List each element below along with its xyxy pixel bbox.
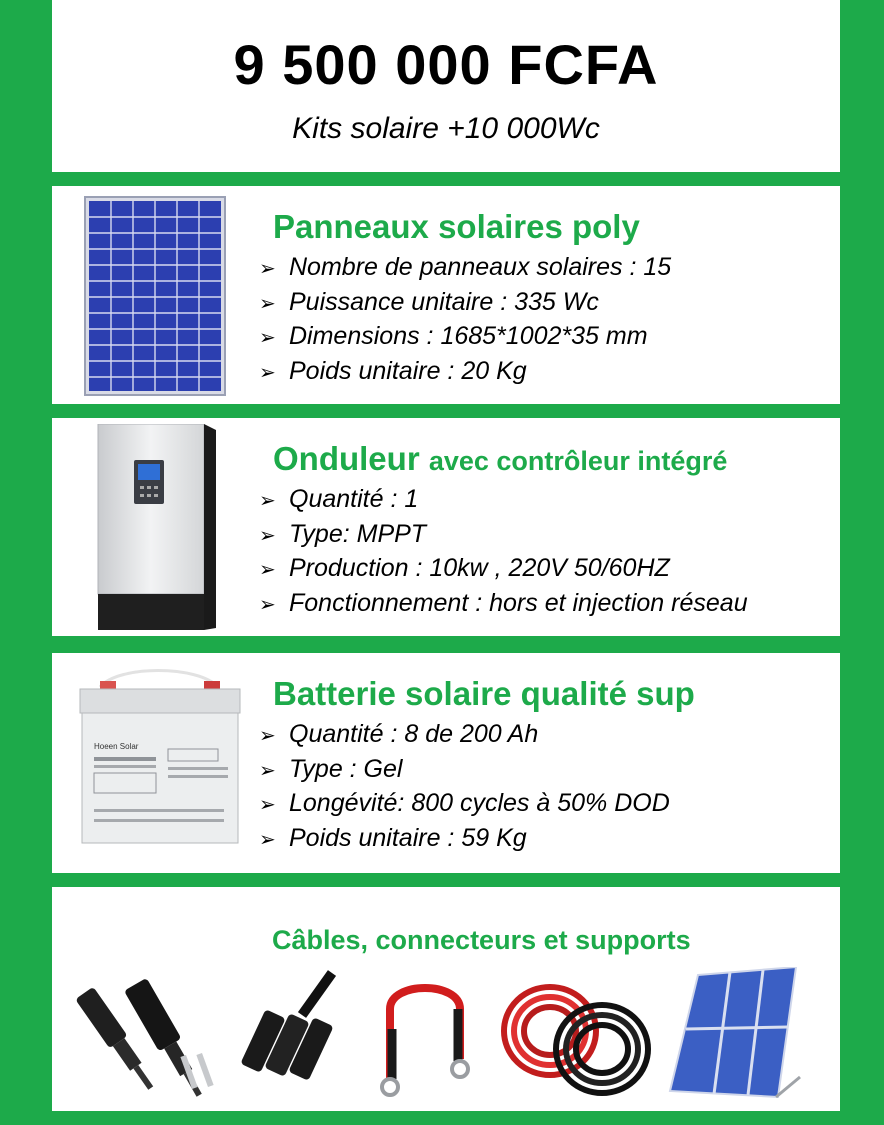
list-item: ➢ Longévité: 800 cycles à 50% DOD: [259, 786, 670, 821]
arrow-bullet-icon: ➢: [259, 327, 276, 349]
battery-cable-image: [370, 969, 480, 1099]
arrow-bullet-icon: ➢: [259, 759, 276, 782]
inverter-title: Onduleur avec contrôleur intégré: [273, 440, 728, 477]
price-heading: 9 500 000 FCFA: [233, 33, 659, 96]
battery-spec-list: [259, 717, 670, 855]
header-panel: [52, 0, 840, 172]
battery-image: [78, 669, 242, 845]
solar-panels-title: Panneaux solaires poly: [273, 208, 640, 245]
arrow-bullet-icon: ➢: [259, 361, 276, 384]
mc4-connector-image: [76, 967, 226, 1107]
inverter-section: [52, 418, 840, 636]
arrow-bullet-icon: ➢: [259, 524, 276, 547]
battery-title: Batterie solaire qualité sup: [273, 675, 695, 712]
mounting-support-image: [668, 967, 802, 1107]
battery-brand-label: Hoeen Solar: [94, 742, 139, 751]
list-item: ➢ Nombre de panneaux solaires : 15: [259, 250, 671, 285]
kit-subtitle: Kits solaire +10 000Wc: [292, 112, 600, 145]
arrow-bullet-icon: ➢: [259, 258, 276, 280]
cable-reels-image: [490, 973, 660, 1103]
list-item: ➢ Quantité : 1: [259, 482, 748, 517]
cables-title: Câbles, connecteurs et supports: [272, 925, 691, 955]
arrow-bullet-icon: ➢: [259, 559, 276, 581]
list-item: ➢ Puissance unitaire : 335 Wc: [259, 285, 671, 320]
arrow-bullet-icon: ➢: [259, 828, 276, 851]
arrow-bullet-icon: ➢: [259, 593, 276, 616]
list-item: ➢ Type : Gel: [259, 752, 670, 787]
list-item: ➢ Quantité : 8 de 200 Ah: [259, 717, 670, 752]
list-item: ➢ Dimensions : 1685*1002*35 mm: [259, 319, 671, 354]
battery-section: [52, 653, 840, 873]
inverter-image: [96, 424, 218, 630]
solar-panels-spec-list: [259, 250, 671, 388]
list-item: ➢ Type: MPPT: [259, 517, 748, 552]
solar-panels-section: [52, 186, 840, 404]
arrow-bullet-icon: ➢: [259, 794, 276, 816]
list-item: ➢ Fonctionnement : hors et injection réseau: [259, 586, 748, 621]
cables-section: [52, 887, 840, 1111]
list-item: ➢ Poids unitaire : 20 Kg: [259, 354, 671, 389]
arrow-bullet-icon: ➢: [259, 725, 276, 747]
inverter-spec-list: [259, 482, 748, 620]
y-branch-connector-image: [232, 965, 352, 1105]
arrow-bullet-icon: ➢: [259, 292, 276, 315]
solar-panel-image: [84, 196, 226, 396]
arrow-bullet-icon: ➢: [259, 490, 276, 512]
list-item: ➢ Poids unitaire : 59 Kg: [259, 821, 670, 856]
list-item: ➢ Production : 10kw , 220V 50/60HZ: [259, 551, 748, 586]
